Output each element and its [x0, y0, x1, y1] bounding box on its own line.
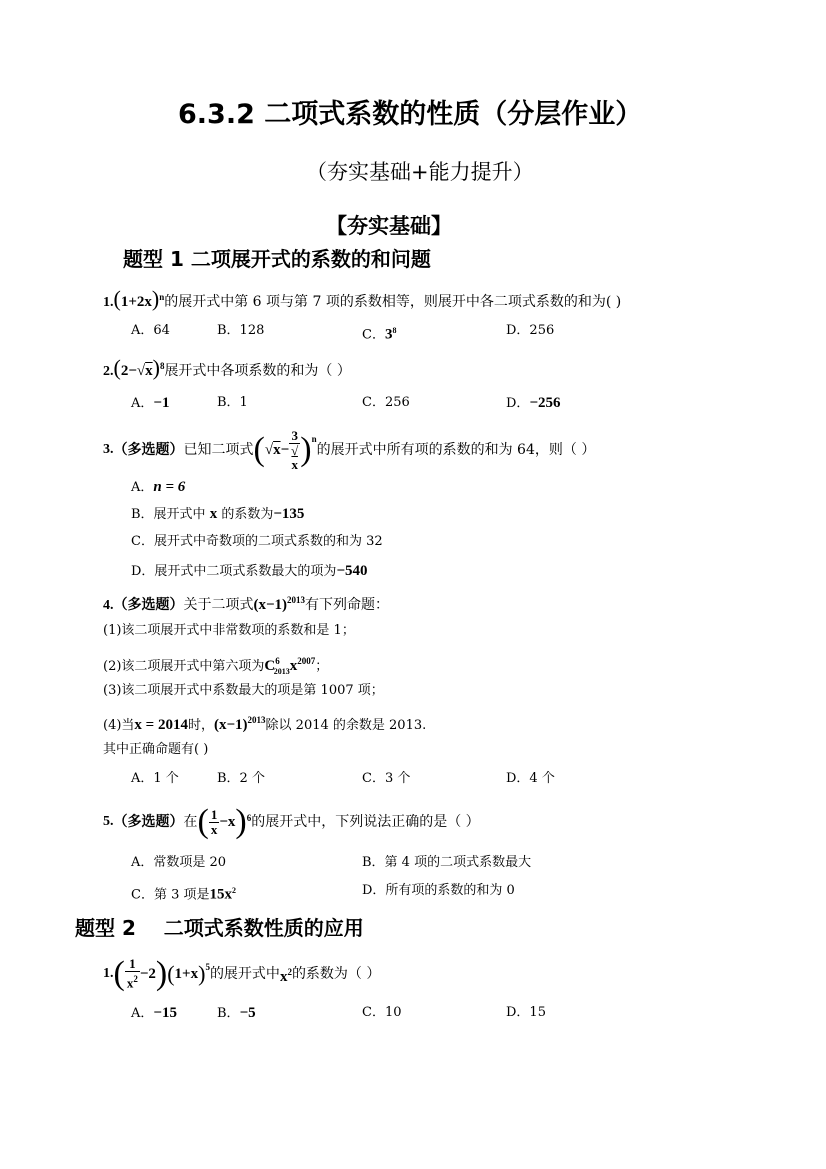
question-prompt: 其中正确命题有( ) [103, 742, 209, 757]
question-number: 5. [103, 814, 114, 829]
question-number: 2. [103, 364, 114, 379]
option-c: C．第 3 项是$15x^2$ [131, 886, 236, 903]
option-b: B．1 [217, 395, 248, 410]
option-d: D．15 [506, 1005, 546, 1020]
statement-4: (4)当x = 2014时，$(x-1)^{2013}$除以 2014 的余数是 2013. [103, 715, 427, 733]
math-expression: −540 [336, 563, 368, 579]
math-expression: $x^2$ [279, 966, 292, 985]
option-a: A．n = 6 [131, 479, 186, 495]
option-c: C．$3^8$ [362, 326, 397, 343]
math-expression: $(x-1)^{2013}$ [253, 595, 306, 613]
math-expression: −15 [153, 1005, 177, 1021]
math-expression: ( $\frac{1}{x}$ −x ) $^6$ [197, 803, 252, 840]
math-expression: x = 2014 [134, 717, 188, 733]
question-number: 3. [103, 442, 114, 457]
math-expression: 3 [384, 326, 393, 343]
option-a: A．−15 [131, 1005, 177, 1021]
option-c: C．256 [362, 395, 410, 410]
option-a: A．−1 [131, 395, 170, 411]
question-text: 展开式中各项系数的和为（ ） [164, 363, 351, 379]
type2-question-1: 1. ( $\frac{1}{x^2}$ −2 ) ( 1+x ) $^5$ 的展开式中 $x^2$ 的系数为（ ） [103, 954, 381, 992]
type1-heading: 题型 1 二项展开式的系数的和问题 [123, 247, 431, 271]
question-number: 4. [103, 598, 114, 613]
option-b: B．2 个 [217, 771, 265, 786]
option-d: D．−256 [506, 395, 561, 411]
option-b: B．128 [217, 323, 265, 338]
math-expression: −5 [239, 1005, 256, 1021]
math-expression: −256 [529, 395, 561, 411]
option-c: C．3 个 [362, 771, 411, 786]
question-3: 3. （多选题） 已知二项式 ( √ x − 3 √ x ) $^n$ 的展开式中所有项的系数的和为 64，则（ ） [103, 427, 596, 472]
type2-heading: 题型 2 二项式系数性质的应用 [75, 916, 364, 940]
option-d: D．4 个 [506, 771, 555, 786]
math-expression: $C^6_{2013}x^{2007}$ [264, 656, 316, 676]
math-expression: n = 6 [153, 479, 186, 495]
section-heading: 【夯实基础】 [326, 214, 452, 238]
statement-3: (3)该二项展开式中系数最大的项是第 1007 项； [103, 683, 384, 698]
question-2 [103, 356, 351, 382]
option-b: B．第 4 项的二项式系数最大 [362, 855, 532, 870]
statement-2: (2)该二项展开式中第六项为$C^6_{2013}x^{2007}$； [103, 656, 329, 676]
option-b: B．−5 [217, 1005, 256, 1021]
question-text: 的展开式中第 6 项与第 7 项的系数相等，则展开中各二项式系数的和为( ) [164, 294, 622, 310]
option-b: B．展开式中 x 的系数为−135 [131, 506, 305, 522]
multi-select-tag: （多选题） [113, 814, 184, 830]
math-expression: ( $\frac{1}{x^2}$ −2 ) ( 1+x ) $^5$ [113, 954, 210, 992]
option-c: C．展开式中奇数项的二项式系数的和为 32 [131, 534, 383, 549]
option-d: D．所有项的系数的和为 0 [362, 883, 515, 898]
question-1 [103, 287, 621, 313]
math-expression: 15x [209, 886, 232, 903]
page-subtitle: （夯实基础+能力提升） [306, 160, 534, 184]
option-a: A．64 [131, 323, 170, 338]
multi-select-tag: （多选题） [113, 442, 184, 458]
option-d: D．256 [506, 323, 555, 338]
math-expression: $(x-1)^{2013}$ [214, 715, 266, 733]
question-number: 1. [103, 966, 114, 981]
option-c: C．10 [362, 1005, 402, 1020]
statement-1: (1)该二项展开式中非常数项的系数和是 1； [103, 623, 355, 638]
question-number: 1. [103, 295, 114, 310]
multi-select-tag: （多选题） [113, 597, 184, 613]
page-title: 6.3.2 二项式系数的性质（分层作业） [178, 99, 643, 130]
math-expression: −135 [273, 506, 305, 522]
option-a: A．常数项是 20 [131, 855, 227, 870]
question-4: 4.（多选题）关于二项式$(x-1)^{2013}$有下列命题： [103, 595, 390, 613]
math-expression: −1 [153, 395, 170, 411]
math-expression: $(1+2x)^n$ [113, 286, 165, 311]
option-a: A．1 个 [131, 771, 179, 786]
option-d: D．展开式中二项式系数最大的项为−540 [131, 563, 368, 579]
math-expression: ( √ x − 3 √ x ) $^n$ [253, 427, 317, 472]
question-5: 5. （多选题） 在 ( $\frac{1}{x}$ −x ) $^6$ 的展开式中，下列说法正确的是（ ） [103, 803, 480, 840]
math-expression: $(2-√x)^8$ [113, 355, 165, 380]
